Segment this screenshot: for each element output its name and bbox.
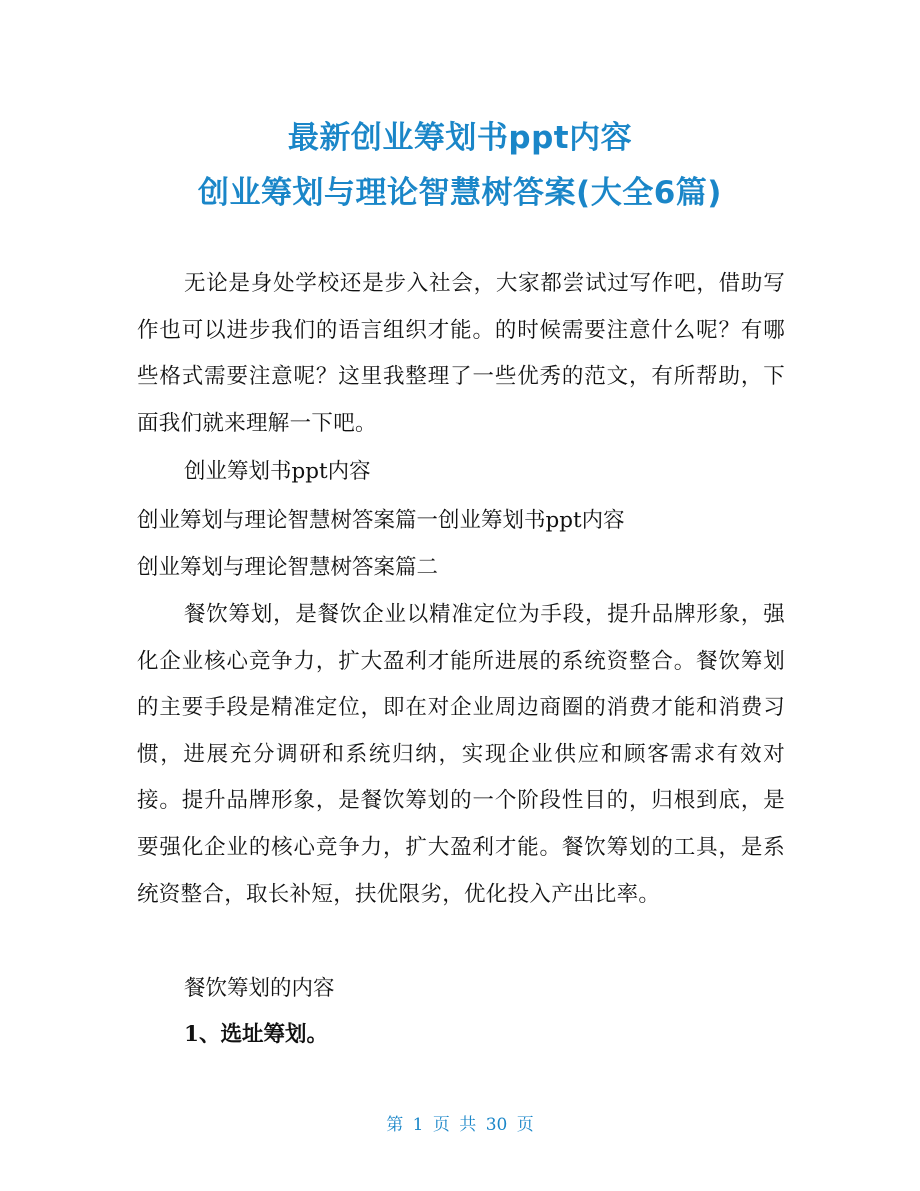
ppt-content-heading: 创业筹划书ppt内容 [184, 459, 371, 484]
chapter-one-heading: 创业筹划与理论智慧树答案篇一创业筹划书ppt内容 [137, 508, 625, 533]
catering-paragraph: 餐饮筹划，是餐饮企业以精准定位为手段，提升品牌形象，强化企业核心竞争力，扩大盈利才能所进展的系统资整合。餐饮筹划的主要手段是精准定位，即在对企业周边商圈的消费才能和消费习惯，进展充分调研和系统归纳，实现企业供应和顾客需求有效对接。提升品牌形象，是餐饮筹划的一个阶段性目的，归根到底，是要强化企业的核心竞争力，扩大盈利才能。餐饮筹划的工具，是系统资整合，取长补短，扶优限劣，优化投入产出比率。 [137, 602, 785, 907]
page-footer: 第 1 页 共 30 页 [386, 1115, 534, 1135]
site-selection-heading: 1、选址筹划。 [184, 1022, 328, 1047]
chapter-two-heading: 创业筹划与理论智慧树答案篇二 [137, 555, 439, 580]
intro-paragraph: 无论是身处学校还是步入社会，大家都尝试过写作吧，借助写作也可以进步我们的语言组织才能。的时候需要注意什么呢？有哪些格式需要注意呢？这里我整理了一些优秀的范文，有所帮助，下面我们就来理解一下吧。 [137, 271, 785, 436]
document-title-line-2: 创业筹划与理论智慧树答案(大全6篇) [198, 175, 722, 211]
document-title-line-1: 最新创业筹划书ppt内容 [287, 120, 633, 156]
catering-content-heading: 餐饮筹划的内容 [184, 976, 335, 1001]
